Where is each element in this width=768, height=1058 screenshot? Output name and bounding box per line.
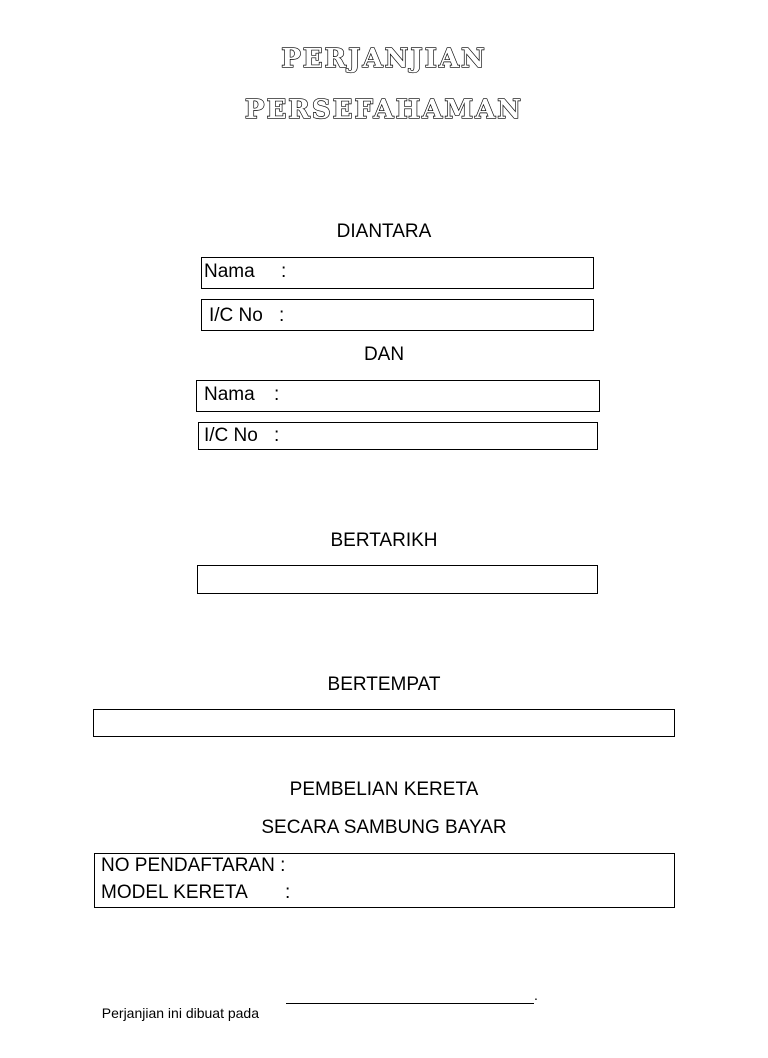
footer-date-blank[interactable] bbox=[286, 1003, 534, 1004]
date-heading: BERTARIKH bbox=[330, 530, 438, 551]
document-title-line1: PERJANJIAN bbox=[281, 44, 487, 74]
party2-ic-field[interactable] bbox=[198, 422, 598, 450]
party1-name-label: Nama bbox=[204, 261, 255, 282]
purchase-heading-line1: PEMBELIAN KERETA bbox=[289, 779, 479, 800]
party1-name-colon: : bbox=[281, 261, 287, 282]
party1-ic-label: I/C No bbox=[209, 305, 263, 326]
model-colon: : bbox=[285, 882, 291, 903]
model-label: MODEL KERETA bbox=[101, 882, 248, 903]
date-field[interactable] bbox=[197, 565, 598, 594]
place-field[interactable] bbox=[93, 709, 675, 737]
party2-name-label: Nama bbox=[204, 384, 255, 405]
registration-label: NO PENDAFTARAN : bbox=[101, 855, 286, 876]
place-heading: BERTEMPAT bbox=[327, 674, 441, 695]
party1-name-field[interactable] bbox=[201, 257, 594, 289]
connector-and: DAN bbox=[363, 344, 405, 365]
footer-end-mark: . bbox=[534, 987, 538, 1003]
party2-ic-colon: : bbox=[274, 425, 280, 446]
footer-text: Perjanjian ini dibuat pada bbox=[101, 1005, 260, 1021]
party1-ic-colon: : bbox=[279, 305, 285, 326]
agreement-date-line bbox=[94, 986, 538, 1058]
party2-name-field[interactable] bbox=[196, 380, 600, 412]
party2-ic-label: I/C No bbox=[204, 425, 258, 446]
party1-ic-field[interactable] bbox=[201, 299, 594, 331]
between-heading: DIANTARA bbox=[336, 221, 432, 242]
purchase-heading-line2: SECARA SAMBUNG BAYAR bbox=[261, 817, 507, 838]
document-title-line2: PERSEFAHAMAN bbox=[244, 95, 524, 125]
vehicle-details-field[interactable] bbox=[94, 853, 675, 908]
party2-name-colon: : bbox=[274, 384, 280, 405]
